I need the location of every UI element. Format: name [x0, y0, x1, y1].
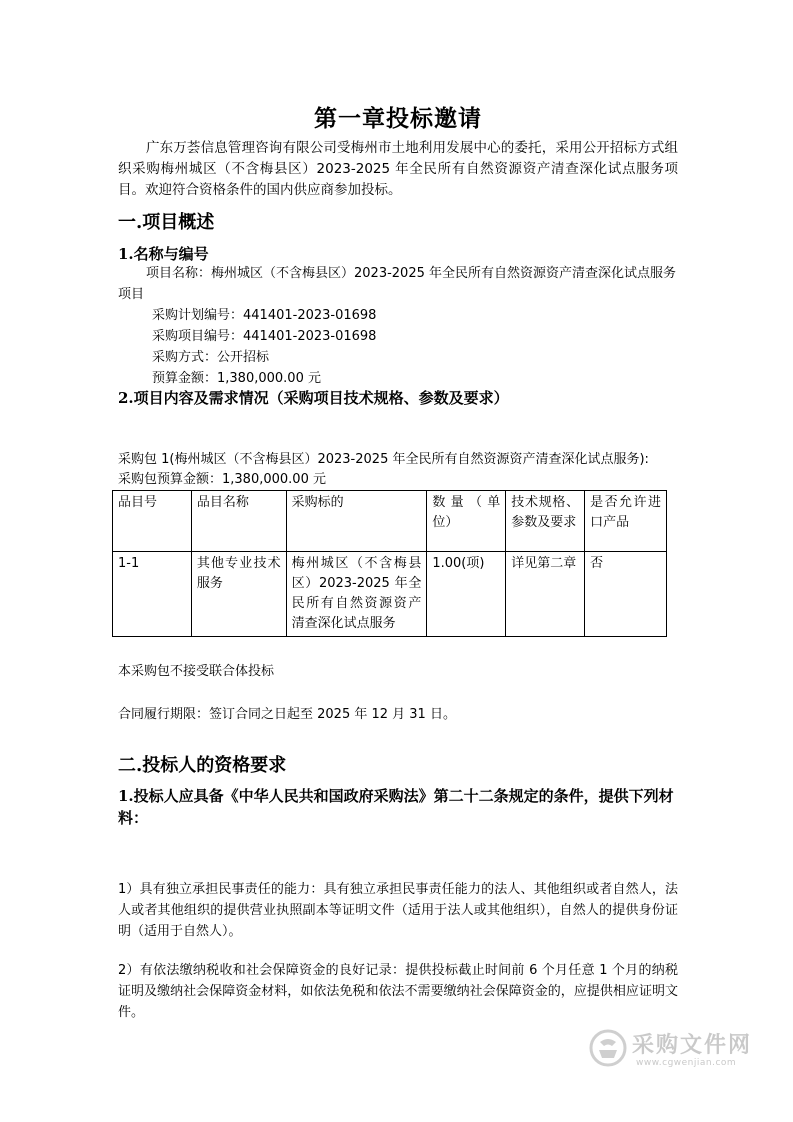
chapter-title: 第一章投标邀请	[314, 105, 482, 132]
table-cell: 其他专业技术服务	[191, 552, 286, 637]
package-info	[118, 450, 678, 490]
header-cell: 品目名称	[191, 491, 286, 552]
budget-amount: 预算金额：1,380,000.00 元	[152, 371, 321, 386]
section2-heading: 二.投标人的资格要求	[118, 755, 287, 776]
header-cell: 品目号	[113, 491, 192, 552]
plan-number: 采购计划编号：441401-2023-01698	[152, 308, 377, 323]
table-cell: 1-1	[113, 552, 192, 637]
project-number: 采购项目编号：441401-2023-01698	[152, 329, 377, 344]
table-row	[113, 552, 667, 637]
package-line: 采购包 1(梅州城区（不含梅县区）2023-2025 年全民所有自然资源资产清查深化试点服务):	[118, 452, 649, 467]
table-cell: 详见第二章	[506, 552, 585, 637]
section1-heading: 一.项目概述	[118, 212, 215, 233]
table-cell: 梅州城区（不含梅县区）2023-2025 年全民所有自然资源资产清查深化试点服务	[286, 552, 427, 637]
header-cell: 采购标的	[286, 491, 427, 552]
table-cell: 1.00(项)	[427, 552, 506, 637]
watermark-url: www.cgwenjian.com	[636, 1058, 737, 1068]
section1-sub1: 1.名称与编号	[118, 245, 209, 263]
section2-sub1: 1.投标人应具备《中华人民共和国政府采购法》第二十二条规定的条件，提供下列材料：	[118, 787, 674, 827]
table-header-row	[113, 491, 667, 552]
intro-paragraph: 广东万荟信息管理咨询有限公司受梅州市土地利用发展中心的委托，采用公开招标方式组织采购梅州城区（不含梅县区）2023-2025 年全民所有自然资源资产清查深化试点服务项目。欢迎符合资格条件的国内供应商参加投标。	[118, 140, 678, 198]
procurement-method: 采购方式：公开招标	[152, 350, 270, 365]
project-info	[118, 263, 678, 389]
table-cell: 否	[585, 552, 667, 637]
watermark-text: 采购文件网	[632, 1033, 753, 1058]
qualification-item-1: 1）具有独立承担民事责任的能力：具有独立承担民事责任能力的法人、其他组织或者自然人，法人或者其他组织的提供营业执照副本等证明文件（适用于法人或其他组织），自然人的提供身份证明（适用于自然人）。	[118, 882, 678, 939]
qualification-item-2: 2）有依法缴纳税收和社会保障资金的良好记录：提供投标截止时间前 6 个月任意 1 个月的纳税证明及缴纳社会保障资金材料，如依法免税和依法不需要缴纳社会保障资金的，应提供相应证明文件。	[118, 963, 678, 1020]
contract-period: 合同履行期限：签订合同之日起至 2025 年 12 月 31 日。	[118, 707, 456, 722]
header-cell: 技术规格、参数及要求	[506, 491, 585, 552]
requirements-table	[112, 490, 667, 637]
no-consortium-note: 本采购包不接受联合体投标	[118, 664, 275, 679]
header-cell: 数量（单位）	[427, 491, 506, 552]
package-budget: 采购包预算金额：1,380,000.00 元	[118, 472, 326, 487]
project-name: 项目名称：梅州城区（不含梅县区）2023-2025 年全民所有自然资源资产清查深化试点服务项目	[118, 266, 676, 302]
watermark-logo-icon	[588, 1028, 628, 1068]
header-cell: 是否允许进口产品	[585, 491, 667, 552]
watermark	[588, 1026, 758, 1076]
section1-sub2: 2.项目内容及需求情况（采购项目技术规格、参数及要求）	[118, 389, 509, 407]
